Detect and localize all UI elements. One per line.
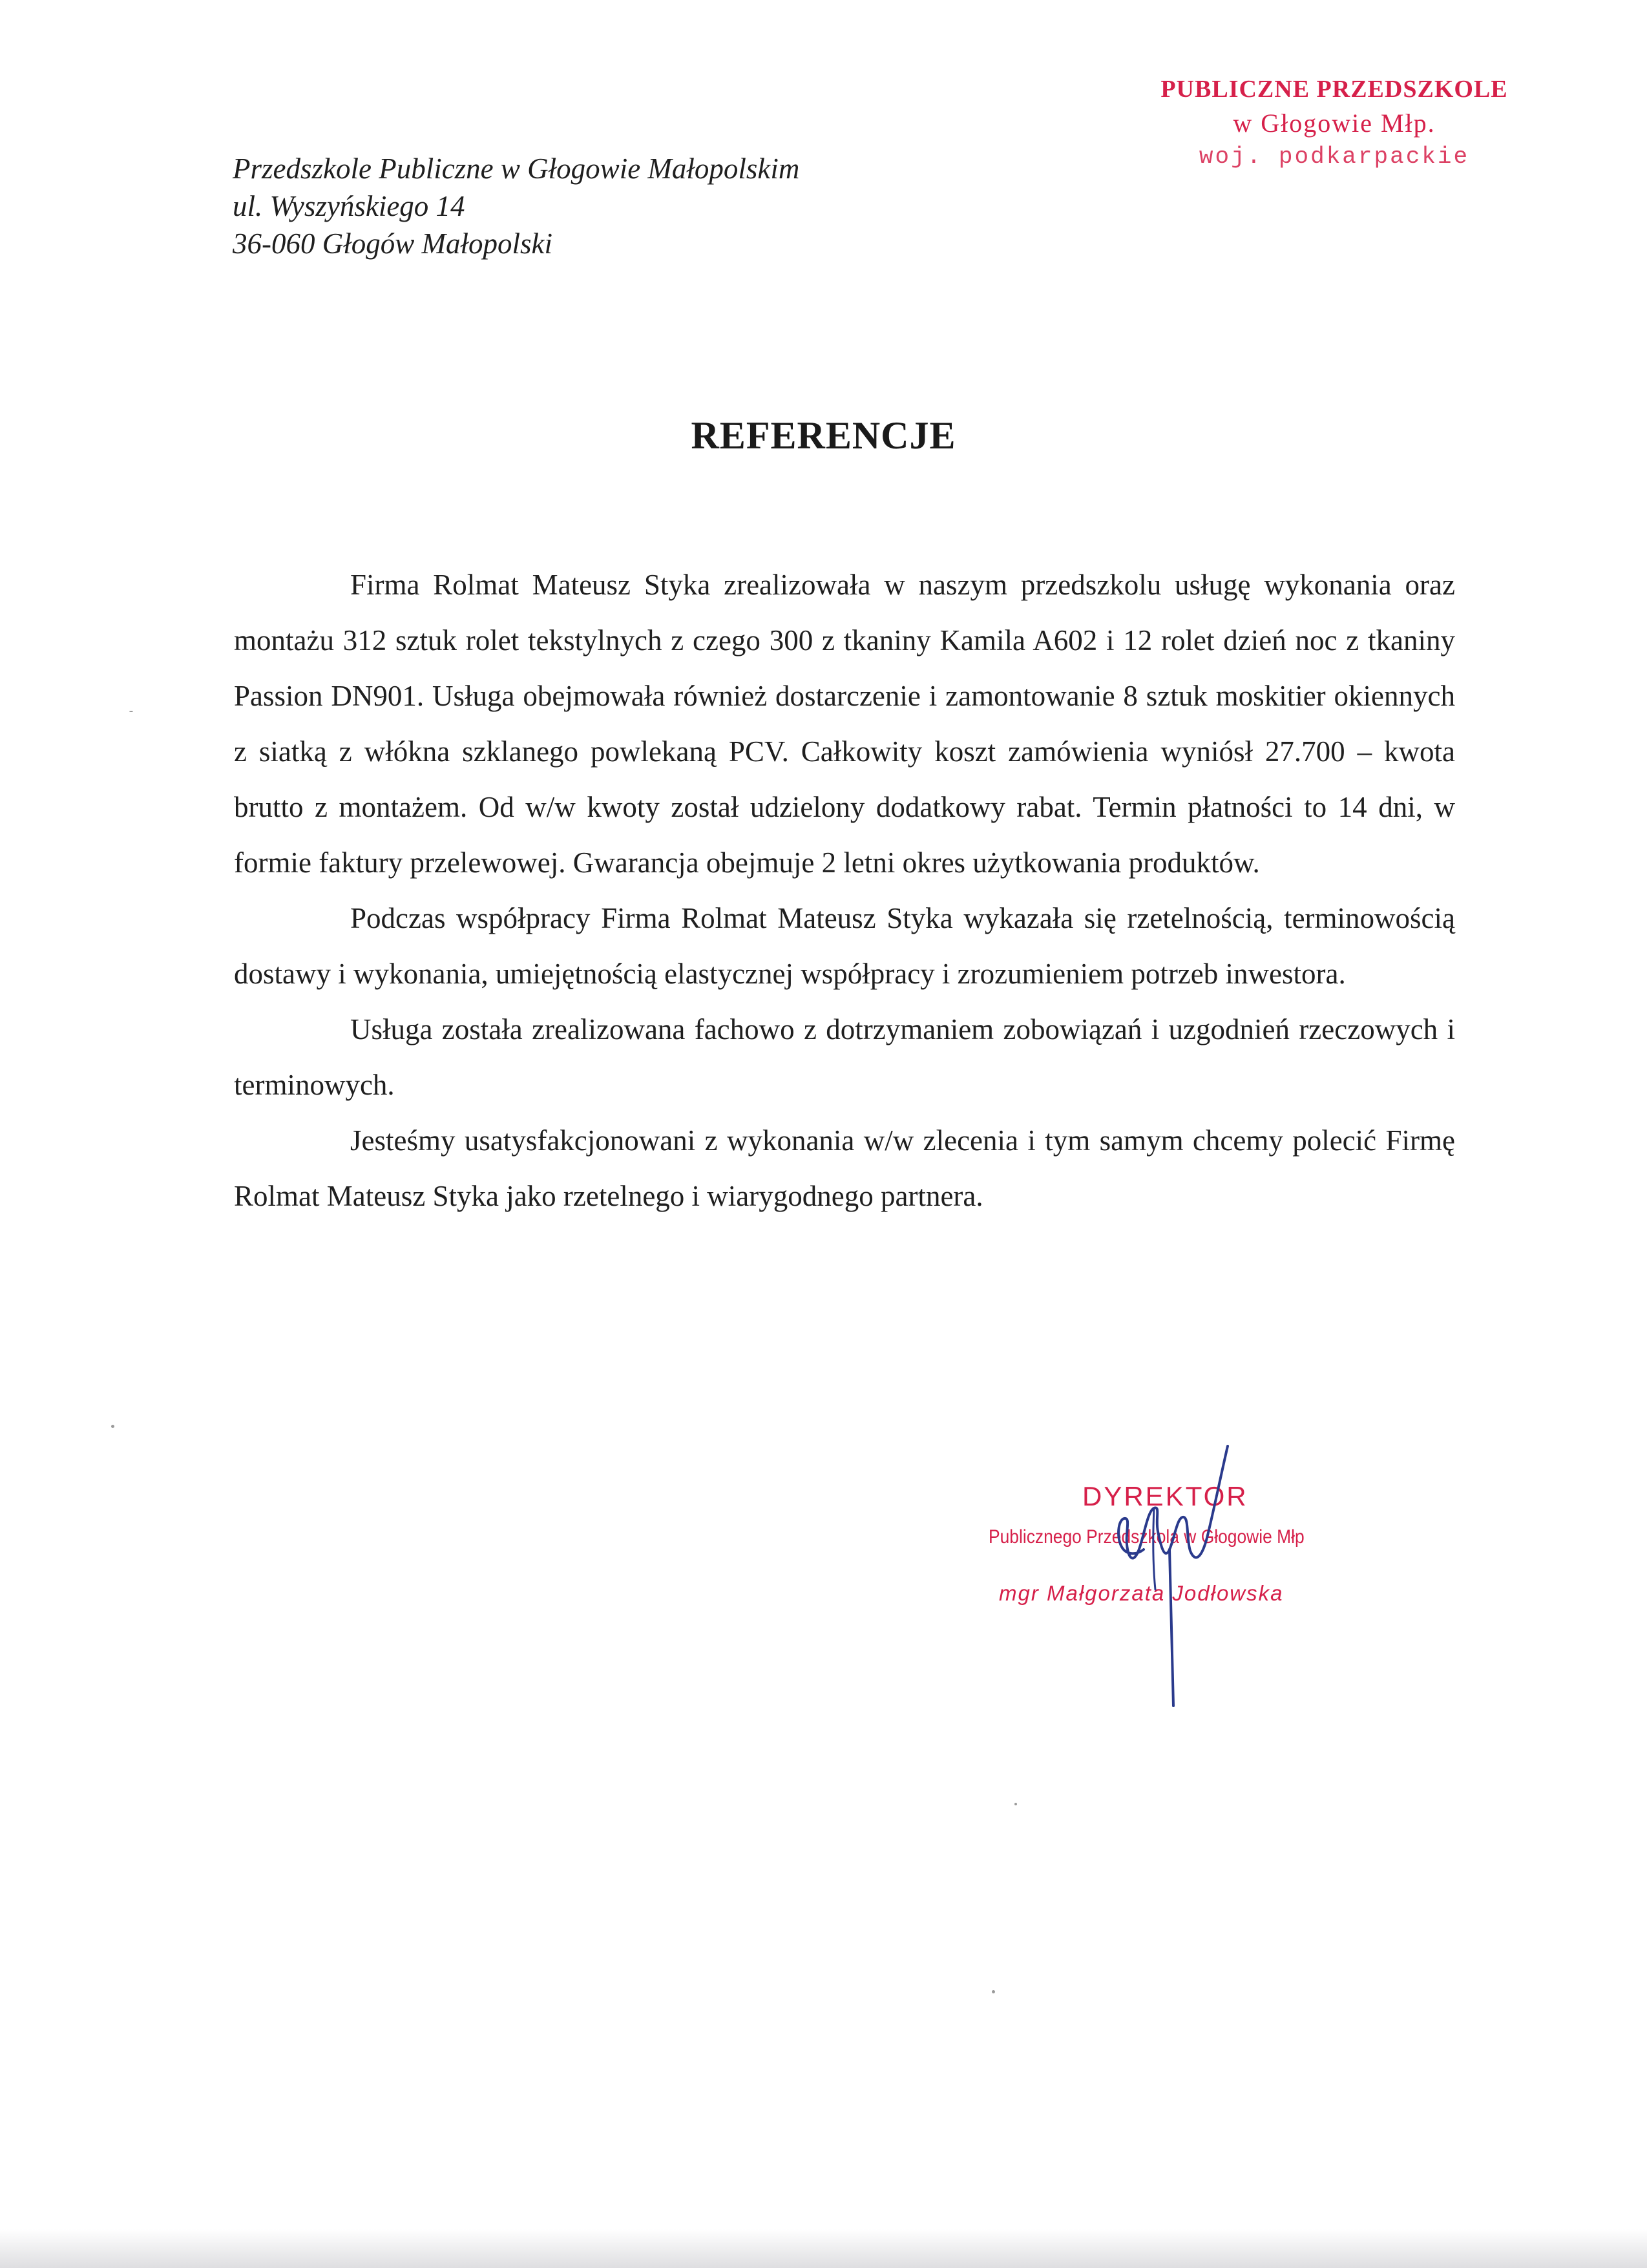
stamp-line-3: woj. podkarpackie bbox=[1199, 143, 1470, 170]
sender-street: ul. Wyszyńskiego 14 bbox=[233, 190, 465, 222]
stamp-line-1: PUBLICZNE PRZEDSZKOLE bbox=[1160, 76, 1508, 103]
letter-body bbox=[234, 557, 1455, 1224]
sender-city: 36-060 Głogów Małopolski bbox=[233, 227, 552, 260]
body-paragraph: Usługa została zrealizowana fachowo z dotrzymaniem zobowiązań i uzgodnień rzeczowych i terminowych. bbox=[234, 1013, 1455, 1101]
document-title: REFERENCJE bbox=[691, 414, 956, 457]
body-paragraph: Podczas współpracy Firma Rolmat Mateusz Styka wykazała się rzetelnością, terminowością dostawy i wykonania, umiejętnością elastycznej współpracy i zrozumieniem potrzeb inwestora. bbox=[234, 902, 1455, 990]
school-stamp bbox=[1134, 72, 1535, 173]
sender-name: Przedszkole Publiczne w Głogowie Małopolskim bbox=[233, 152, 800, 185]
handwritten-signature bbox=[1098, 1441, 1254, 1712]
director-organization: Publicznego Przedszkola w Głogowie Młp bbox=[989, 1526, 1305, 1548]
body-paragraph: Jesteśmy usatysfakcjonowani z wykonania w/w zlecenia i tym samym chcemy polecić Firmę Rolmat Mateusz Styka jako rzetelnego i wiarygodnego partnera. bbox=[234, 1124, 1455, 1212]
director-name: mgr Małgorzata Jodłowska bbox=[999, 1581, 1284, 1605]
sender-address bbox=[233, 150, 799, 262]
scanner-shadow bbox=[0, 2229, 1647, 2268]
stamp-line-2: w Głogowie Młp. bbox=[1233, 109, 1436, 138]
body-paragraph: Firma Rolmat Mateusz Styka zrealizowała w naszym przedszkolu usługę wykonania oraz montażu 312 sztuk rolet tekstylnych z czego 300 z tkaniny Kamila A602 i 12 rolet dzień noc z tkaniny Passion DN901. Usługa obejmowała również dostarczenie i zamontowanie 8 sztuk moskitier okiennych z siatką z włókna szklanego powlekaną PCV. Całkowity koszt zamówienia wyniósł 27.700 – kwota brutto z montażem. Od w/w kwoty został udzielony dodatkowy rabat. Termin płatności to 14 dni, w formie faktury przelewowej. Gwarancja obejmuje 2 letni okres użytkowania produktów. bbox=[234, 569, 1455, 879]
director-role: DYREKTOR bbox=[1082, 1481, 1248, 1511]
